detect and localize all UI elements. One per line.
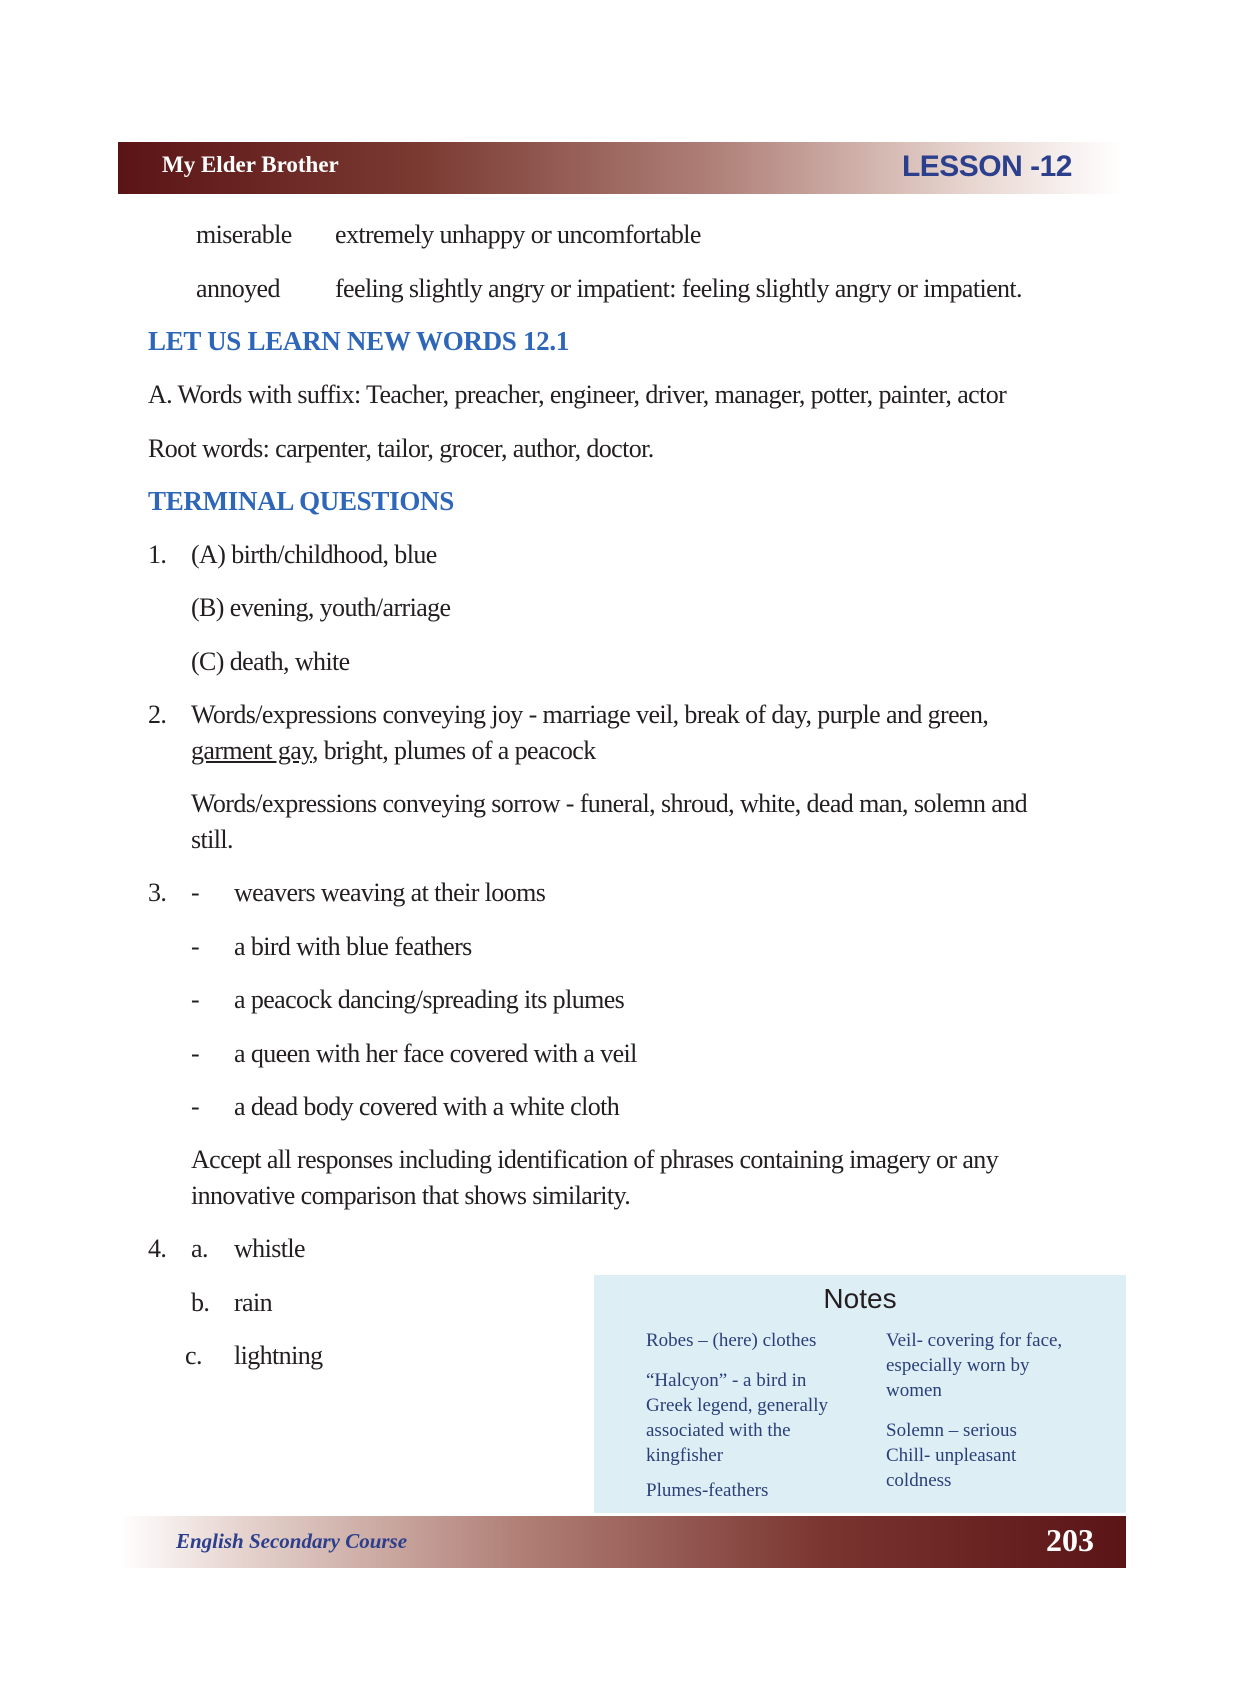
terminal-questions-heading: TERMINAL QUESTIONS: [148, 486, 454, 516]
glossary-word: annoyed: [196, 274, 280, 303]
list-item: a bird with blue feathers: [234, 932, 472, 961]
question-number: 4.: [148, 1234, 167, 1263]
glossary-meaning: feeling slightly angry or impatient: feeling slightly angry or impatient.: [335, 274, 1022, 303]
answer-line: Words/expressions conveying sorrow - funeral, shroud, white, dead man, solemn and: [191, 789, 1027, 818]
answer-line: Words/expressions conveying joy - marriage veil, break of day, purple and green,: [191, 700, 989, 729]
question-number: 1.: [148, 540, 167, 569]
lesson-number: LESSON -12: [901, 150, 1072, 183]
item-label: b.: [191, 1288, 210, 1317]
item-text: rain: [234, 1288, 273, 1317]
root-words-line: Root words: carpenter, tailor, grocer, author, doctor.: [148, 434, 654, 463]
list-item: weavers weaving at their looms: [234, 878, 546, 907]
answer-line: innovative comparison that shows similarity.: [191, 1181, 631, 1210]
list-item: a queen with her face covered with a veil: [234, 1039, 637, 1068]
list-dash: -: [191, 878, 200, 907]
new-words-heading: LET US LEARN NEW WORDS 12.1: [148, 326, 570, 356]
glossary-word: miserable: [196, 220, 292, 249]
note-item: Robes – (here) clothes: [646, 1330, 817, 1351]
note-item: Chill- unpleasant coldness: [886, 1445, 1017, 1491]
underlined-phrase: garment gay: [191, 736, 312, 765]
list-dash: -: [191, 932, 200, 961]
item-label: c.: [185, 1341, 202, 1370]
list-item: a dead body covered with a white cloth: [234, 1092, 620, 1121]
footer-band: [118, 1516, 1126, 1568]
header-band: [118, 142, 1122, 194]
item-text: lightning: [234, 1341, 323, 1370]
list-item: a peacock dancing/spreading its plumes: [234, 985, 625, 1014]
notes-title: Notes: [823, 1283, 897, 1314]
answer-line: (B) evening, youth/arriage: [191, 593, 451, 622]
note-item: Veil- covering for face, especially worn by women: [886, 1330, 1063, 1401]
glossary-meaning: extremely unhappy or uncomfortable: [335, 220, 701, 249]
answer-line: Accept all responses including identification of phrases containing imagery or any: [191, 1145, 999, 1174]
answer-line: [191, 736, 596, 766]
note-item: Solemn – serious: [886, 1420, 1017, 1441]
suffix-words-line: A. Words with suffix: Teacher, preacher, engineer, driver, manager, potter, painter, actor: [148, 380, 1007, 409]
note-item: “Halcyon” - a bird in Greek legend, generally associated with the kingfisher: [646, 1370, 828, 1466]
answer-line-rest: , bright, plumes of a peacock: [311, 736, 596, 765]
answer-line: (C) death, white: [191, 647, 350, 676]
question-number: 3.: [148, 878, 167, 907]
course-name: English Secondary Course: [176, 1529, 408, 1553]
question-number: 2.: [148, 700, 167, 729]
list-dash: -: [191, 985, 200, 1014]
page-number: 203: [1046, 1522, 1094, 1558]
answer-line: (A) birth/childhood, blue: [191, 540, 437, 569]
notes-box: [594, 1275, 1126, 1513]
answer-line: still.: [191, 825, 233, 854]
chapter-title: My Elder Brother: [162, 152, 339, 177]
item-text: whistle: [234, 1234, 305, 1263]
list-dash: -: [191, 1092, 200, 1121]
list-dash: -: [191, 1039, 200, 1068]
note-item: Plumes-feathers: [646, 1480, 769, 1501]
item-label: a.: [191, 1234, 208, 1263]
